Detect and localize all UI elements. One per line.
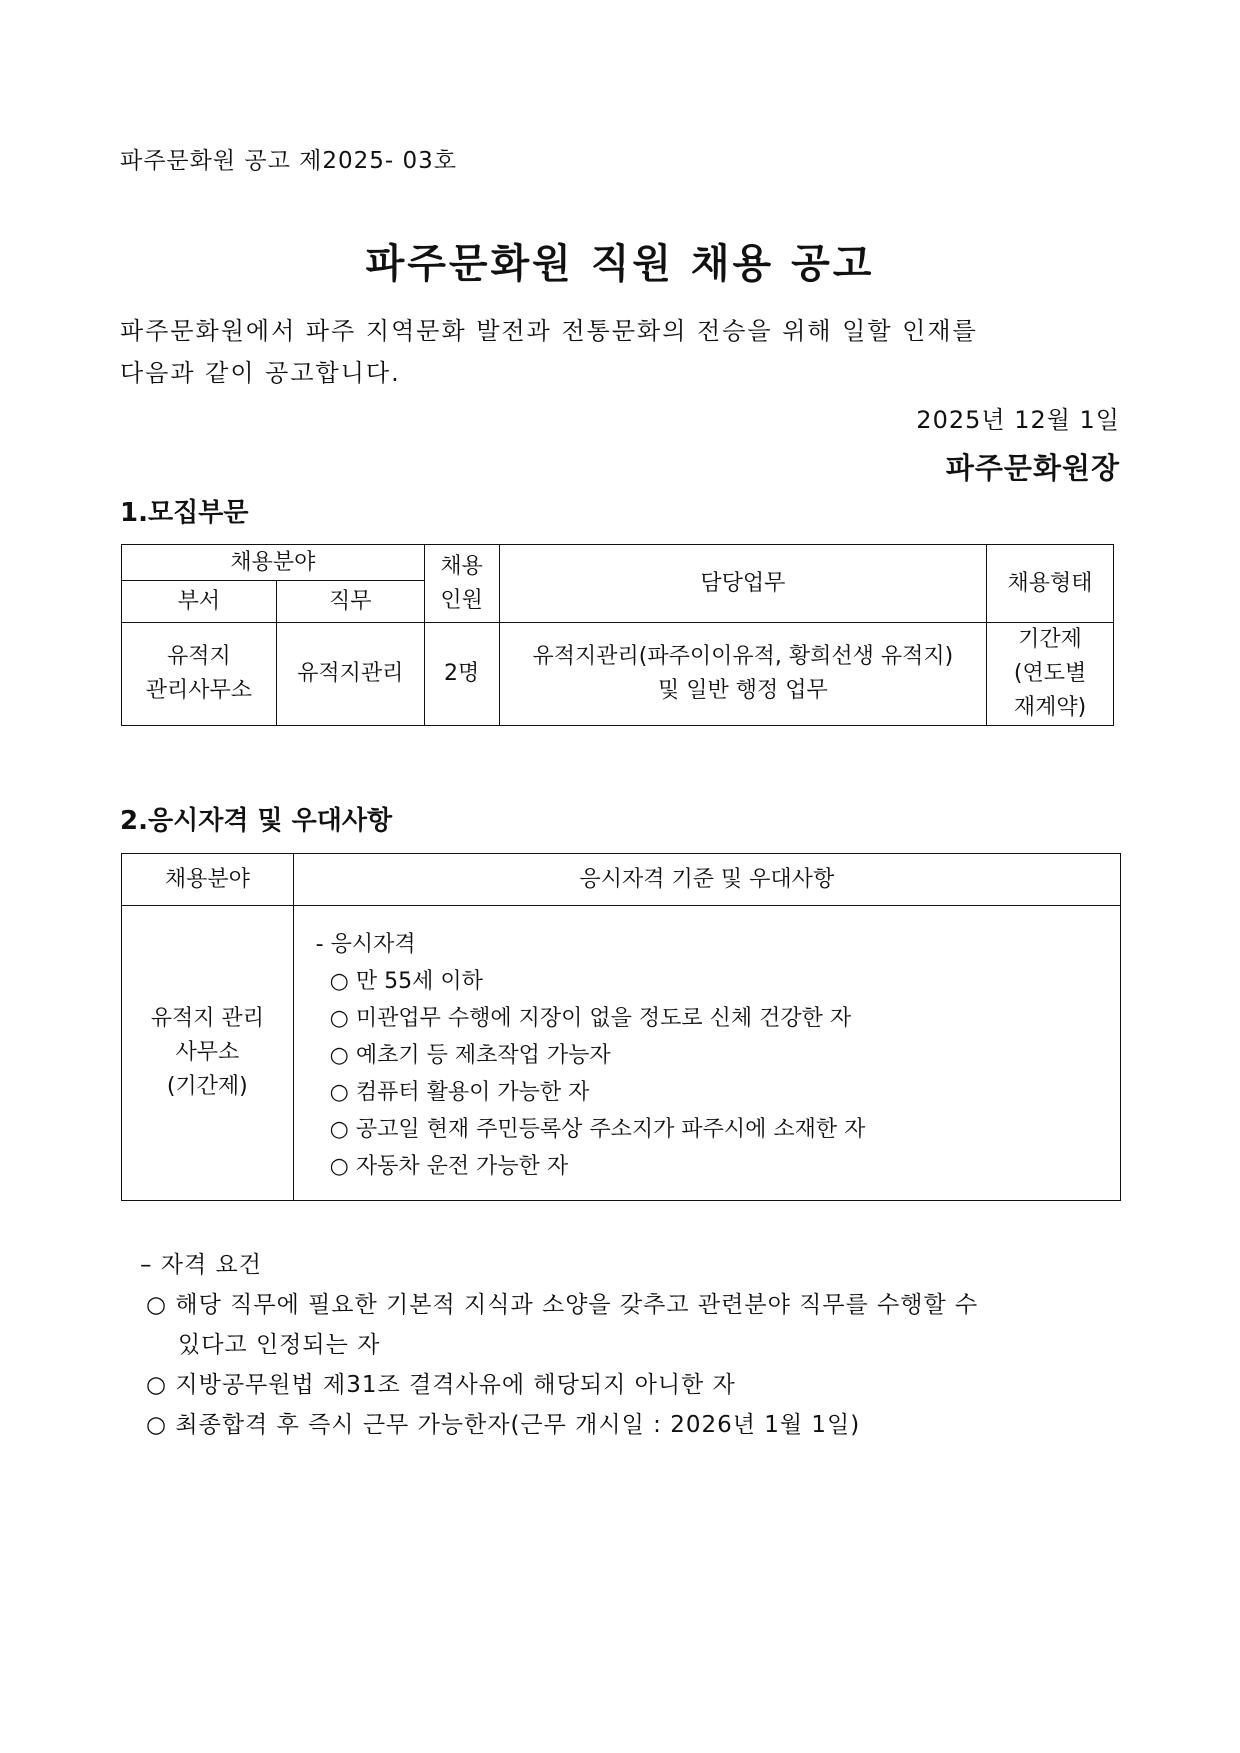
header-count — [424, 545, 499, 623]
cell-duty: 유적지관리 — [276, 623, 424, 726]
intro-line: 다음과 같이 공고합니다. — [120, 359, 401, 387]
list-item: ○ 공고일 현재 주민등록상 주소지가 파주시에 소재한 자 — [329, 1116, 866, 1142]
header-type: 채용형태 — [987, 545, 1114, 623]
notice-date: 2025년 12월 1일 — [916, 406, 1120, 434]
cell-line: 유적지 관리 — [150, 1006, 264, 1031]
cell-line: 관리사무소 — [145, 678, 253, 703]
page-title: 파주문화원 직원 채용 공고 — [365, 241, 875, 287]
cell-line: 유적지 — [167, 644, 231, 669]
cell-qualifications — [293, 906, 1120, 1201]
list-item: ○ 만 55세 이하 — [329, 968, 483, 994]
list-item: ○ 최종합격 후 즉시 근무 가능한자(근무 개시일 : 2026년 1월 1일) — [146, 1412, 861, 1438]
header-count-line: 채용 — [440, 553, 483, 579]
qualifications-table — [121, 853, 1121, 1201]
header-field: 채용분야 — [122, 545, 425, 581]
table-row — [122, 623, 1114, 726]
header-dept: 부서 — [122, 581, 277, 623]
requirements-heading: – 자격 요건 — [140, 1252, 262, 1278]
requirements-section — [140, 1245, 978, 1445]
cell-line: 및 일반 행정 업무 — [657, 678, 828, 703]
table-row — [122, 906, 1121, 1201]
list-item: ○ 예초기 등 제초작업 가능자 — [329, 1042, 611, 1068]
qual-heading: - 응시자격 — [315, 931, 416, 957]
cell-line: (연도별 — [1013, 661, 1087, 686]
cell-line: (기간제) — [166, 1074, 248, 1099]
cell-count: 2명 — [424, 623, 499, 726]
list-item-continuation: 있다고 인정되는 자 — [178, 1332, 381, 1358]
section-title-recruitment: 1.모집부문 — [120, 498, 249, 528]
header-field: 채용분야 — [122, 854, 294, 906]
issuer-name: 파주문화원장 — [945, 451, 1120, 485]
header-tasks: 담당업무 — [499, 545, 986, 623]
intro-paragraph — [120, 310, 1130, 394]
cell-line: 재계약) — [1013, 695, 1087, 720]
cell-line: 기간제 — [1018, 627, 1082, 652]
header-count-line: 인원 — [440, 587, 483, 613]
cell-type — [987, 623, 1114, 726]
list-item: ○ 자동차 운전 가능한 자 — [329, 1153, 569, 1179]
cell-field — [122, 906, 294, 1201]
header-duty: 직무 — [276, 581, 424, 623]
list-item: ○ 해당 직무에 필요한 기본적 지식과 소양을 갖추고 관련분야 직무를 수행할 수 — [146, 1292, 979, 1318]
header-criteria: 응시자격 기준 및 우대사항 — [293, 854, 1120, 906]
recruitment-table — [121, 544, 1114, 726]
list-item: ○ 컴퓨터 활용이 가능한 자 — [329, 1079, 590, 1105]
list-item: ○ 지방공무원법 제31조 결격사유에 해당되지 아니한 자 — [146, 1372, 736, 1398]
intro-line: 파주문화원에서 파주 지역문화 발전과 전통문화의 전승을 위해 일할 인재를 — [120, 317, 978, 345]
cell-dept — [122, 623, 277, 726]
list-item: ○ 미관업무 수행에 지장이 없을 정도로 신체 건강한 자 — [329, 1005, 852, 1031]
cell-tasks — [499, 623, 986, 726]
section-title-qualifications: 2.응시자격 및 우대사항 — [120, 806, 393, 836]
cell-line: 사무소 — [175, 1040, 240, 1065]
cell-line: 유적지관리(파주이이유적, 황희선생 유적지) — [532, 644, 954, 669]
notice-number: 파주문화원 공고 제2025- 03호 — [120, 148, 457, 174]
